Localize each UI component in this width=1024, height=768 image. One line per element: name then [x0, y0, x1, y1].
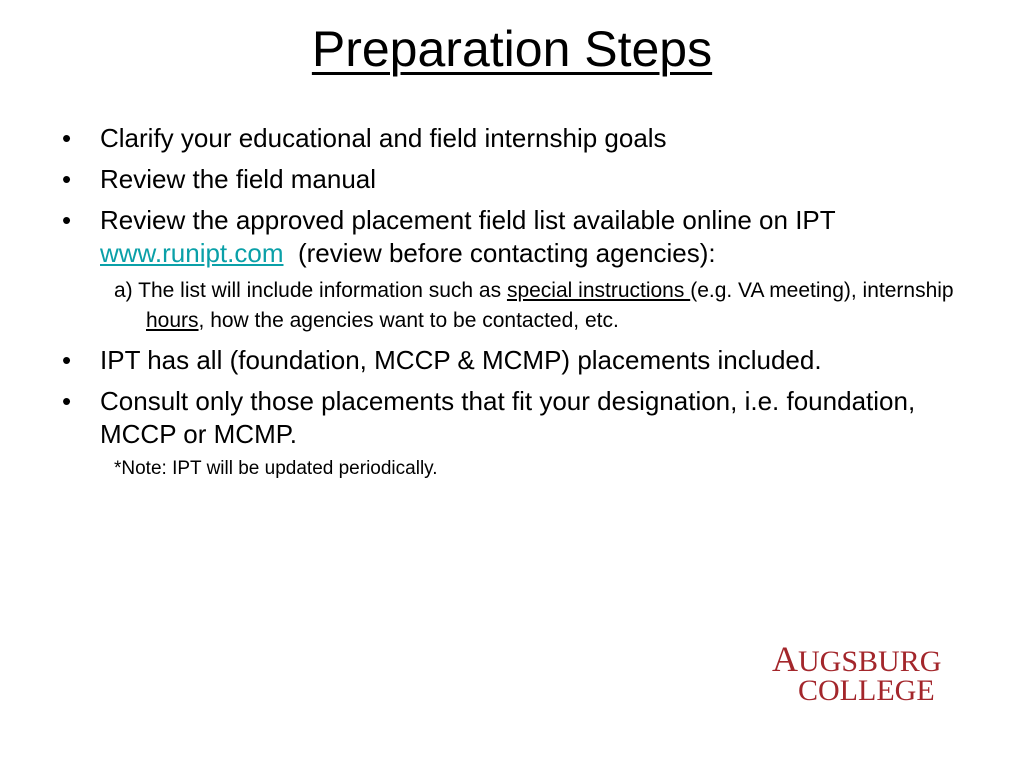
- runipt-link[interactable]: www.runipt.com: [100, 238, 284, 268]
- slide-title-text: Preparation Steps: [311, 21, 713, 77]
- bullet-marker: •: [62, 164, 72, 194]
- sub-item-list-info: [114, 276, 980, 336]
- logo-line-2: COLLEGE: [798, 674, 935, 707]
- bullet-text: Consult only those placements that fit your designation, i.e. foundation, MCCP or MCMP.: [100, 386, 916, 449]
- bullet-text-after-link: (review before contacting agencies):: [297, 238, 716, 268]
- bullet-text: IPT has all (foundation, MCCP & MCMP) placements included.: [100, 345, 822, 375]
- bullet-list: [60, 122, 980, 482]
- bullet-marker: •: [62, 386, 72, 416]
- sub-item-text-3: , how the agencies want to be contacted, etc.: [198, 309, 619, 332]
- bullet-item-ipt-placements: [60, 344, 980, 377]
- special-instructions-text: special instructions: [506, 279, 691, 302]
- sub-item-text-1: a) The list will include information such as: [114, 279, 507, 302]
- logo-initial: A: [772, 639, 798, 679]
- hours-text: hours: [146, 309, 199, 332]
- note-text: *Note: IPT will be updated periodically.: [114, 458, 438, 479]
- bullet-item-consult-placements: [60, 385, 980, 451]
- bullet-text: Review the approved placement field list available online on IPT: [100, 205, 836, 235]
- bullet-marker: •: [62, 123, 72, 153]
- bullet-item-field-manual: [60, 163, 980, 196]
- logo-line-1: [772, 639, 962, 679]
- bullet-marker: •: [62, 205, 72, 235]
- bullet-text: Review the field manual: [100, 164, 377, 194]
- logo-word-augsburg: UGSBURG: [798, 645, 942, 678]
- bullet-marker: •: [62, 345, 72, 375]
- bullet-item-placement-list: [60, 204, 980, 270]
- bullet-text: Clarify your educational and field internship goals: [100, 123, 667, 153]
- slide-title: [0, 18, 1024, 80]
- augsburg-college-logo: [772, 639, 962, 707]
- sub-item-text-2: (e.g. VA meeting), internship: [690, 279, 954, 302]
- bullet-item-goals: [60, 122, 980, 155]
